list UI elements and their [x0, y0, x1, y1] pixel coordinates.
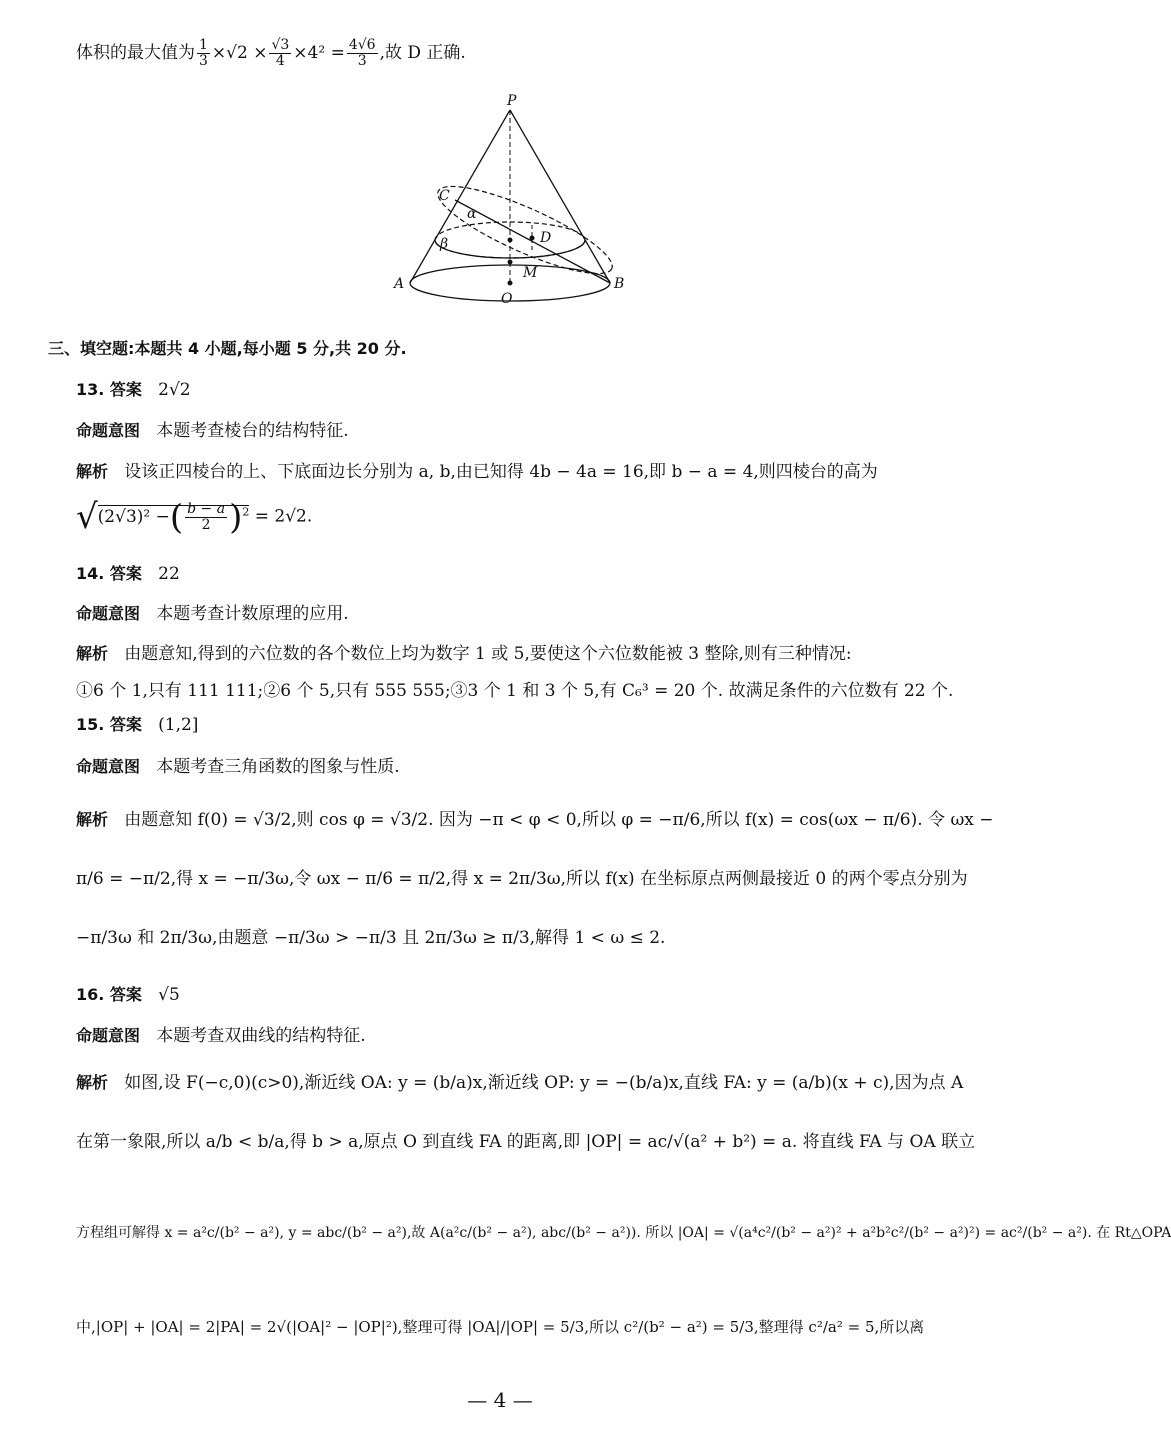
q16-analysis: 解析 如图,设 F(−c,0)(c>0),渐近线 OA: y = (b/a)x,渐近线 OP: y = −(b/a)x,直线 FA: y = (a/b)(x + c),因为点 A — [76, 1073, 964, 1093]
cone-figure — [380, 90, 640, 310]
section-heading: 三、填空题:本题共 4 小题,每小题 5 分,共 20 分. — [48, 339, 407, 358]
q15-analysis: 解析 由题意知 f(0) = √3/2,则 cos φ = √3/2. 因为 −π < φ < 0,所以 φ = −π/6,所以 f(x) = cos(ωx − π/6). 令 ωx − — [76, 810, 994, 830]
label-D: D — [540, 230, 552, 246]
q13-analysis: 解析 设该正四棱台的上、下底面边长分别为 a, b,由已知得 4b − 4a = 16,即 b − a = 4,则四棱台的高为 — [76, 462, 878, 482]
label-B: B — [614, 276, 625, 292]
label-C: C — [439, 188, 450, 204]
q16-analysis-cont1: 在第一象限,所以 a/b < b/a,得 b > a,原点 O 到直线 FA 的距离,即 |OP| = ac/√(a² + b²) = a. 将直线 FA 与 OA 联立 — [76, 1132, 976, 1152]
label-P: P — [507, 93, 517, 109]
q15-analysis-cont1: π/6 = −π/2,得 x = −π/3ω,令 ωx − π/6 = π/2,得 x = 2π/3ω,所以 f(x) 在坐标原点两侧最接近 0 的两个零点分别为 — [76, 869, 968, 889]
q16-analysis-cont2: 方程组可解得 x = a²c/(b² − a²), y = abc/(b² − a²),故 A(a²c/(b² − a²), abc/(b² − a²)). 所以 |OA| = √(a⁴c²/(b² − a²)² + a²b²c²/(b² − a²)²) = ac²/(b² − a²). 在 Rt△OPA — [76, 1225, 1171, 1241]
q13-answer: 13. 答案 2√2 — [76, 380, 191, 400]
q13-intent: 命题意图 本题考查棱台的结构特征. — [76, 421, 349, 441]
volume-line: 体积的最大值为 $\frac{1}{3}$ ×√2 × $\frac{√3}{4}$ ×4² = $\frac{4√6}{3}$ ,故 D 正确. — [76, 37, 466, 69]
q16-intent: 命题意图 本题考查双曲线的结构特征. — [76, 1026, 366, 1046]
q15-intent: 命题意图 本题考查三角函数的图象与性质. — [76, 757, 400, 777]
label-beta: β — [440, 236, 449, 252]
q16-answer: 16. 答案 √5 — [76, 985, 180, 1005]
q15-answer: 15. 答案 (1,2] — [76, 715, 199, 735]
q14-analysis-cont: ①6 个 1,只有 111 111;②6 个 5,只有 555 555;③3 个 1 和 3 个 5,有 C₆³ = 20 个. 故满足条件的六位数有 22 个. — [76, 681, 954, 701]
label-A: A — [394, 276, 405, 292]
q14-analysis: 解析 由题意知,得到的六位数的各个数位上均为数字 1 或 5,要使这个六位数能被 3 整除,则有三种情况: — [76, 644, 852, 664]
page-number: — 4 — — [467, 1388, 533, 1412]
q14-answer: 14. 答案 22 — [76, 564, 180, 584]
label-O: O — [501, 291, 513, 307]
q14-intent: 命题意图 本题考查计数原理的应用. — [76, 604, 349, 624]
label-M: M — [523, 265, 538, 281]
label-alpha: α — [467, 206, 477, 222]
q13-height-formula: √(2√3)² −( $\frac{b - a}{2}$ )$^2$ = 2√2. — [76, 497, 313, 537]
q15-analysis-cont2: −π/3ω 和 2π/3ω,由题意 −π/3ω > −π/3 且 2π/3ω ≥ π/3,解得 1 < ω ≤ 2. — [76, 928, 666, 948]
q16-analysis-cont3: 中,|OP| + |OA| = 2|PA| = 2√(|OA|² − |OP|²),整理可得 |OA|/|OP| = 5/3,所以 c²/(b² − a²) = 5/3,整理得 c²/a² = 5,所以离 — [76, 1318, 925, 1336]
